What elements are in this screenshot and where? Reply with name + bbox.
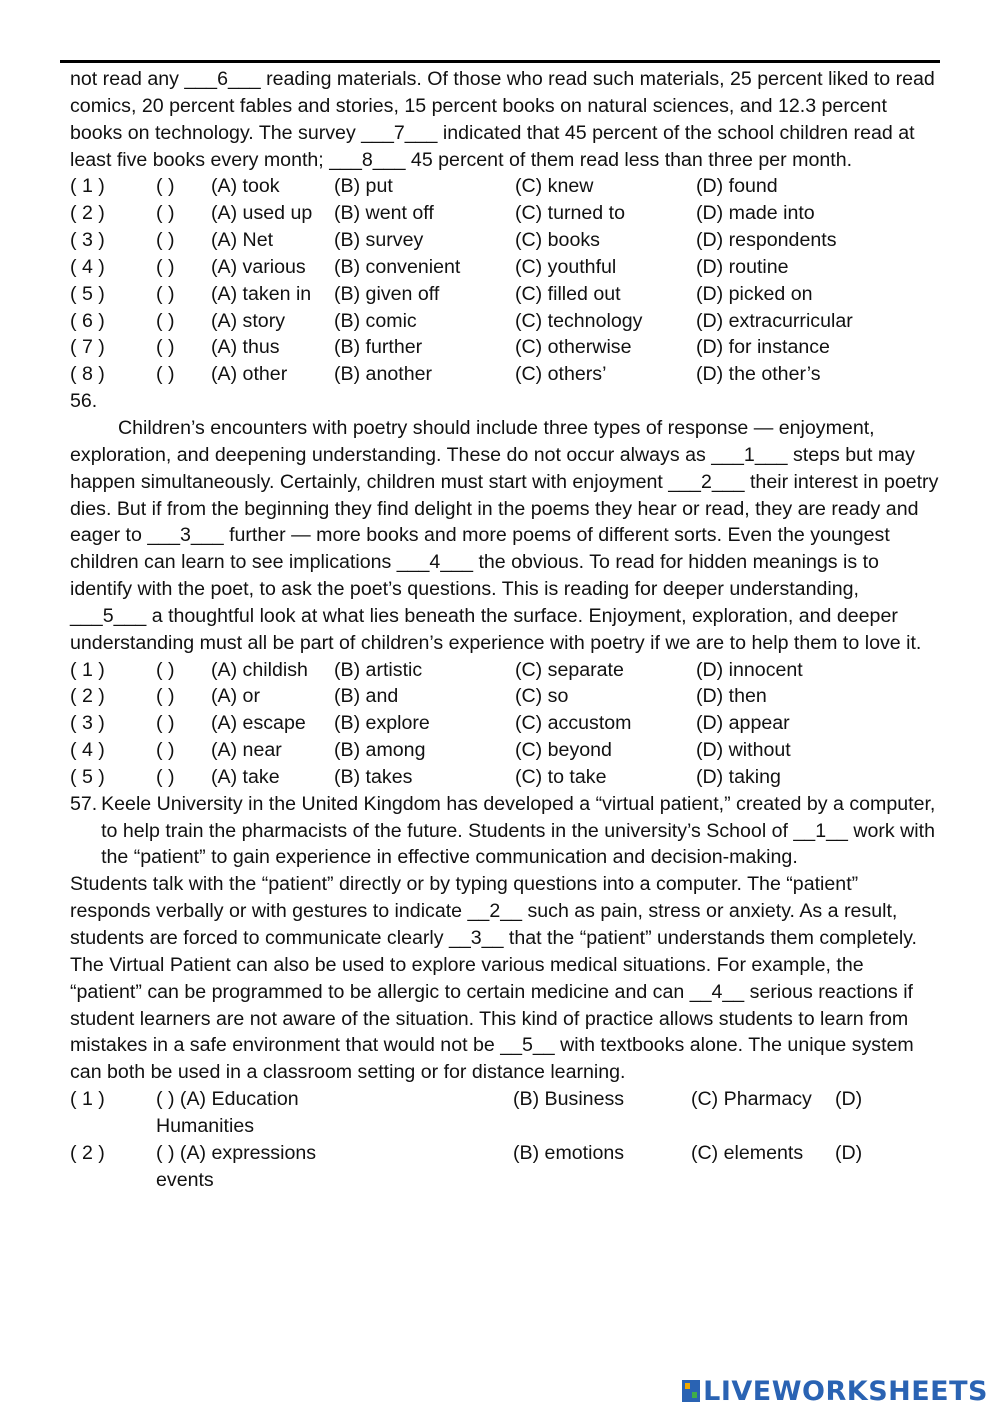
liveworksheets-logo <box>682 1376 988 1406</box>
answer-blank[interactable]: ( ) <box>156 658 175 681</box>
option-d: (D) without <box>696 739 791 762</box>
answer-blank[interactable]: ( ) <box>156 363 175 386</box>
option-row <box>70 657 940 684</box>
answer-blank[interactable]: ( ) <box>156 712 175 735</box>
option-d: (D) appear <box>696 712 790 735</box>
option-number: ( 8 ) <box>70 363 105 386</box>
option-c: (C) books <box>515 229 600 252</box>
option-number: ( 2 ) <box>70 685 105 708</box>
option-c: (C) elements <box>691 1141 804 1164</box>
option-b: (B) explore <box>334 712 430 735</box>
question-57-number: 57. <box>70 792 98 815</box>
question-57-passage: Students talk with the “patient” directly or by typing questions into a computer. The “patient” responds verbally or with gestures to indicate __2__ such as pain, stress or anxiety. As a result, students are forced to communicate clearly __3__ that the “patient” understands them completely. The Virtual Patient can also be used to explore various medical situations. For example, the “patient” can be programmed to be allergic to certain medicine and can __4__ serious reactions if student learners are not aware of the situation. This kind of practice allows students to learn from mistakes in a safe environment that would not be __5__ with textbooks alone. The unique system can both be used in a classroom setting or for distance learning. <box>70 873 917 1084</box>
question-56-number: 56. <box>70 390 98 413</box>
answer-blank[interactable]: ( ) <box>156 255 175 278</box>
option-c: (C) Pharmacy <box>691 1088 812 1111</box>
option-number: ( 5 ) <box>70 765 105 788</box>
option-a: (A) other <box>211 363 288 386</box>
option-number: ( 5 ) <box>70 282 105 305</box>
top-rule <box>60 60 940 63</box>
answer-blank[interactable]: ( ) <box>156 685 175 708</box>
option-a: (A) escape <box>211 712 306 735</box>
option-a: (A) used up <box>211 202 313 225</box>
option-d-text: events <box>156 1168 214 1191</box>
answer-blank[interactable]: ( ) <box>156 336 175 359</box>
option-b: (B) survey <box>334 229 424 252</box>
option-d: (D) <box>835 1141 863 1164</box>
option-number: ( 2 ) <box>70 1141 105 1164</box>
option-c: (C) others’ <box>515 363 607 386</box>
option-c: (C) filled out <box>515 282 621 305</box>
option-a[interactable]: ( ) (A) Education <box>156 1088 299 1111</box>
option-c: (C) so <box>515 685 569 708</box>
option-row <box>70 1140 940 1167</box>
option-number: ( 3 ) <box>70 712 105 735</box>
answer-blank[interactable]: ( ) <box>156 309 175 332</box>
worksheet-logo-icon <box>682 1380 700 1402</box>
q57-options <box>70 1086 940 1193</box>
option-row <box>70 254 940 281</box>
option-d: (D) made into <box>696 202 815 225</box>
answer-blank[interactable]: ( ) <box>156 282 175 305</box>
option-number: ( 7 ) <box>70 336 105 359</box>
option-d: (D) for instance <box>696 336 830 359</box>
option-d: (D) extracurricular <box>696 309 853 332</box>
option-c: (C) separate <box>515 658 624 681</box>
option-a: (A) various <box>211 255 306 278</box>
option-d: (D) picked on <box>696 282 813 305</box>
question-57-header <box>70 791 940 872</box>
answer-blank[interactable]: ( ) <box>156 739 175 762</box>
option-a: (A) took <box>211 175 280 198</box>
option-a: (A) Net <box>211 229 274 252</box>
answer-blank[interactable]: ( ) <box>156 202 175 225</box>
option-row <box>70 334 940 361</box>
option-row <box>70 281 940 308</box>
option-c: (C) knew <box>515 175 594 198</box>
option-b: (B) emotions <box>513 1141 625 1164</box>
option-number: ( 1 ) <box>70 175 105 198</box>
option-b: (B) artistic <box>334 658 423 681</box>
option-row <box>70 200 940 227</box>
option-row <box>70 361 940 388</box>
option-d: (D) taking <box>696 765 781 788</box>
q56-options <box>70 657 940 791</box>
option-number: ( 1 ) <box>70 658 105 681</box>
option-b: (B) among <box>334 739 426 762</box>
option-a: (A) or <box>211 685 260 708</box>
option-number: ( 4 ) <box>70 739 105 762</box>
option-a: (A) story <box>211 309 286 332</box>
option-d: (D) found <box>696 175 778 198</box>
option-c: (C) turned to <box>515 202 625 225</box>
option-row <box>70 683 940 710</box>
q55-options <box>70 173 940 388</box>
option-a: (A) take <box>211 765 280 788</box>
option-number: ( 2 ) <box>70 202 105 225</box>
option-a: (A) near <box>211 739 282 762</box>
option-b: (B) put <box>334 175 393 198</box>
logo-text: LIVEWORKSHEETS <box>703 1375 988 1407</box>
answer-blank[interactable]: ( ) <box>156 765 175 788</box>
option-d: (D) the other’s <box>696 363 821 386</box>
option-d-text: Humanities <box>156 1114 255 1137</box>
option-d: (D) respondents <box>696 229 837 252</box>
option-c: (C) beyond <box>515 739 612 762</box>
option-c: (C) to take <box>515 765 607 788</box>
option-number: ( 1 ) <box>70 1088 105 1111</box>
answer-blank[interactable]: ( ) <box>156 175 175 198</box>
option-c: (C) otherwise <box>515 336 632 359</box>
option-b: (B) given off <box>334 282 440 305</box>
option-row <box>70 737 940 764</box>
option-b: (B) further <box>334 336 423 359</box>
option-a: (A) taken in <box>211 282 312 305</box>
option-b: (B) another <box>334 363 433 386</box>
option-number: ( 4 ) <box>70 255 105 278</box>
option-a: (A) childish <box>211 658 308 681</box>
worksheet-content <box>70 66 940 1193</box>
answer-blank[interactable]: ( ) <box>156 229 175 252</box>
option-d: (D) <box>835 1088 863 1111</box>
option-row <box>70 764 940 791</box>
option-d: (D) routine <box>696 255 789 278</box>
option-b: (B) Business <box>513 1088 625 1111</box>
option-number: ( 3 ) <box>70 229 105 252</box>
option-d: (D) then <box>696 685 767 708</box>
option-b: (B) and <box>334 685 399 708</box>
option-c: (C) accustom <box>515 712 632 735</box>
question-56-passage: Children’s encounters with poetry should include three types of response — enjoyment, exploration, and deepening understanding. These do not occur always as ___1___ steps but may happen simultaneously. Certainly, children must start with enjoyment ___2___ their interest in poetry dies. But if from the beginning they find delight in the poems they hear or read, they are ready and eager to ___3___ further — more books and more poems of different sorts. Even the youngest children can learn to see implications ___4___ the obvious. To read for hidden meanings is to identify with the poet, to ask the poet’s questions. This is reading for deeper understanding, ___5___ a thoughtful look at what lies beneath the surface. Enjoyment, exploration, and deeper understanding must all be part of children’s experience with poetry if we are to help them to love it. <box>70 416 939 654</box>
option-d: (D) innocent <box>696 658 803 681</box>
option-row <box>70 308 940 335</box>
option-a[interactable]: ( ) (A) expressions <box>156 1141 317 1164</box>
option-a: (A) thus <box>211 336 280 359</box>
option-row <box>70 173 940 200</box>
option-b: (B) went off <box>334 202 434 225</box>
option-b: (B) comic <box>334 309 417 332</box>
option-row <box>70 710 940 737</box>
option-number: ( 6 ) <box>70 309 105 332</box>
question-57-passage-start: Keele University in the United Kingdom has developed a “virtual patient,” created by a computer, to help train the pharmacists of the future. Students in the university’s School of __1__ work with the “patient” to gain experience in effective communication and decision-making. <box>101 792 936 869</box>
option-b: (B) convenient <box>334 255 461 278</box>
option-row <box>70 227 940 254</box>
option-b: (B) takes <box>334 765 413 788</box>
option-row <box>70 1086 940 1113</box>
option-c: (C) youthful <box>515 255 617 278</box>
option-c: (C) technology <box>515 309 643 332</box>
intro-paragraph: not read any ___6___ reading materials. Of those who read such materials, 25 percent liked to read comics, 20 percent fables and stories, 15 percent books on natural sciences, and 12.3 percent books on technology. The survey ___7___ indicated that 45 percent of the school children read at least five books every month; ___8___ 45 percent of them read less than three per month. <box>70 68 935 171</box>
